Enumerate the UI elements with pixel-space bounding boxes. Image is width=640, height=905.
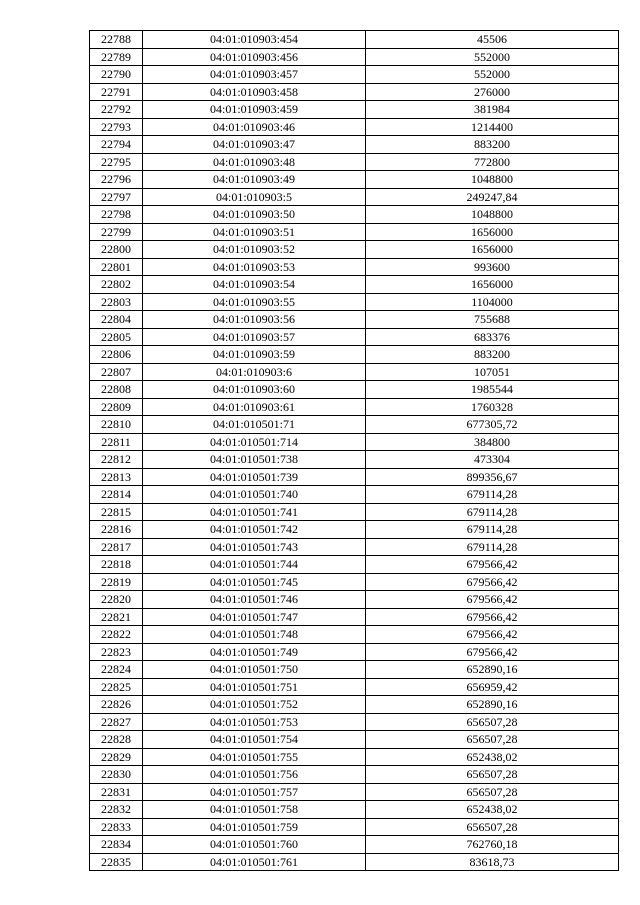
cadastral-number-cell: 04:01:010501:714: [143, 433, 366, 451]
cadastral-number-cell: 04:01:010903:47: [143, 136, 366, 154]
cadastral-value-cell: 1656000: [366, 241, 619, 259]
row-number-cell: 22825: [90, 678, 143, 696]
cadastral-value-cell: 83618,73: [366, 853, 619, 871]
table-row: [90, 153, 619, 171]
cadastral-number-cell: 04:01:010903:55: [143, 293, 366, 311]
cadastral-number-cell: 04:01:010501:743: [143, 538, 366, 556]
cadastral-value-cell: 679114,28: [366, 486, 619, 504]
table-row: [90, 538, 619, 556]
row-number-cell: 22832: [90, 801, 143, 819]
cadastral-value-cell: 677305,72: [366, 416, 619, 434]
table-row: [90, 171, 619, 189]
cadastral-number-cell: 04:01:010501:755: [143, 748, 366, 766]
row-number-cell: 22806: [90, 346, 143, 364]
table-row: [90, 188, 619, 206]
cadastral-number-cell: 04:01:010903:57: [143, 328, 366, 346]
row-number-cell: 22833: [90, 818, 143, 836]
table-row: [90, 678, 619, 696]
cadastral-value-cell: 1656000: [366, 276, 619, 294]
cadastral-value-cell: 883200: [366, 346, 619, 364]
cadastral-number-cell: 04:01:010903:61: [143, 398, 366, 416]
cadastral-number-cell: 04:01:010903:456: [143, 48, 366, 66]
row-number-cell: 22803: [90, 293, 143, 311]
cadastral-number-cell: 04:01:010903:50: [143, 206, 366, 224]
row-number-cell: 22796: [90, 171, 143, 189]
row-number-cell: 22793: [90, 118, 143, 136]
cadastral-number-cell: 04:01:010501:71: [143, 416, 366, 434]
cadastral-number-cell: 04:01:010903:52: [143, 241, 366, 259]
row-number-cell: 22814: [90, 486, 143, 504]
row-number-cell: 22791: [90, 83, 143, 101]
table-row: [90, 136, 619, 154]
table-row: [90, 346, 619, 364]
cadastral-value-cell: 107051: [366, 363, 619, 381]
table-row: [90, 573, 619, 591]
cadastral-value-cell: 679566,42: [366, 556, 619, 574]
cadastral-number-cell: 04:01:010903:458: [143, 83, 366, 101]
row-number-cell: 22823: [90, 643, 143, 661]
row-number-cell: 22830: [90, 766, 143, 784]
cadastral-value-cell: 1985544: [366, 381, 619, 399]
table-row: [90, 818, 619, 836]
cadastral-value-cell: 656507,28: [366, 731, 619, 749]
cadastral-number-cell: 04:01:010903:59: [143, 346, 366, 364]
table-row: [90, 713, 619, 731]
row-number-cell: 22799: [90, 223, 143, 241]
cadastral-value-cell: 656507,28: [366, 783, 619, 801]
table-row: [90, 451, 619, 469]
cadastral-value-cell: 755688: [366, 311, 619, 329]
table-row: [90, 801, 619, 819]
cadastral-number-cell: 04:01:010903:48: [143, 153, 366, 171]
row-number-cell: 22809: [90, 398, 143, 416]
cadastral-value-cell: 679114,28: [366, 521, 619, 539]
row-number-cell: 22827: [90, 713, 143, 731]
table-row: [90, 48, 619, 66]
cadastral-number-cell: 04:01:010501:751: [143, 678, 366, 696]
cadastral-value-cell: 384800: [366, 433, 619, 451]
cadastral-value-cell: 679566,42: [366, 591, 619, 609]
cadastral-number-cell: 04:01:010501:756: [143, 766, 366, 784]
cadastral-number-cell: 04:01:010903:457: [143, 66, 366, 84]
cadastral-number-cell: 04:01:010501:758: [143, 801, 366, 819]
row-number-cell: 22810: [90, 416, 143, 434]
row-number-cell: 22831: [90, 783, 143, 801]
cadastral-number-cell: 04:01:010501:748: [143, 626, 366, 644]
cadastral-number-cell: 04:01:010501:738: [143, 451, 366, 469]
table-row: [90, 241, 619, 259]
cadastral-number-cell: 04:01:010903:56: [143, 311, 366, 329]
cadastral-number-cell: 04:01:010903:454: [143, 31, 366, 49]
row-number-cell: 22821: [90, 608, 143, 626]
cadastral-value-cell: 899356,67: [366, 468, 619, 486]
table-row: [90, 731, 619, 749]
table-row: [90, 696, 619, 714]
cadastral-value-cell: 249247,84: [366, 188, 619, 206]
cadastral-value-cell: 679114,28: [366, 538, 619, 556]
row-number-cell: 22812: [90, 451, 143, 469]
row-number-cell: 22794: [90, 136, 143, 154]
cadastral-number-cell: 04:01:010501:759: [143, 818, 366, 836]
cadastral-value-cell: 656507,28: [366, 713, 619, 731]
cadastral-value-cell: 652438,02: [366, 748, 619, 766]
cadastral-number-cell: 04:01:010903:5: [143, 188, 366, 206]
table-row: [90, 783, 619, 801]
table-row: [90, 836, 619, 854]
cadastral-value-cell: 1760328: [366, 398, 619, 416]
table-row: [90, 416, 619, 434]
table-row: [90, 853, 619, 871]
cadastral-value-cell: 45506: [366, 31, 619, 49]
row-number-cell: 22822: [90, 626, 143, 644]
row-number-cell: 22808: [90, 381, 143, 399]
cadastral-number-cell: 04:01:010903:6: [143, 363, 366, 381]
row-number-cell: 22811: [90, 433, 143, 451]
row-number-cell: 22815: [90, 503, 143, 521]
cadastral-value-cell: 883200: [366, 136, 619, 154]
table-body: [90, 31, 619, 871]
row-number-cell: 22798: [90, 206, 143, 224]
cadastral-number-cell: 04:01:010501:753: [143, 713, 366, 731]
table-row: [90, 31, 619, 49]
row-number-cell: 22813: [90, 468, 143, 486]
table-row: [90, 206, 619, 224]
cadastral-number-cell: 04:01:010501:742: [143, 521, 366, 539]
cadastral-value-cell: 652890,16: [366, 696, 619, 714]
row-number-cell: 22795: [90, 153, 143, 171]
row-number-cell: 22801: [90, 258, 143, 276]
table-row: [90, 118, 619, 136]
table-row: [90, 258, 619, 276]
cadastral-number-cell: 04:01:010501:745: [143, 573, 366, 591]
table-row: [90, 66, 619, 84]
row-number-cell: 22818: [90, 556, 143, 574]
row-number-cell: 22826: [90, 696, 143, 714]
cadastral-number-cell: 04:01:010501:740: [143, 486, 366, 504]
cadastral-value-cell: 772800: [366, 153, 619, 171]
cadastral-number-cell: 04:01:010501:749: [143, 643, 366, 661]
cadastral-number-cell: 04:01:010501:746: [143, 591, 366, 609]
table-row: [90, 328, 619, 346]
cadastral-value-cell: 656507,28: [366, 766, 619, 784]
cadastral-number-cell: 04:01:010903:49: [143, 171, 366, 189]
cadastral-value-cell: 679566,42: [366, 626, 619, 644]
cadastral-value-cell: 1104000: [366, 293, 619, 311]
table-row: [90, 591, 619, 609]
row-number-cell: 22802: [90, 276, 143, 294]
cadastral-value-cell: 1214400: [366, 118, 619, 136]
row-number-cell: 22805: [90, 328, 143, 346]
cadastral-value-cell: 656959,42: [366, 678, 619, 696]
row-number-cell: 22817: [90, 538, 143, 556]
cadastral-value-cell: 552000: [366, 48, 619, 66]
table-row: [90, 101, 619, 119]
cadastral-number-cell: 04:01:010501:757: [143, 783, 366, 801]
cadastral-number-cell: 04:01:010903:60: [143, 381, 366, 399]
cadastral-number-cell: 04:01:010501:760: [143, 836, 366, 854]
row-number-cell: 22789: [90, 48, 143, 66]
cadastral-value-cell: 993600: [366, 258, 619, 276]
cadastral-value-cell: 276000: [366, 83, 619, 101]
cadastral-value-cell: 656507,28: [366, 818, 619, 836]
row-number-cell: 22788: [90, 31, 143, 49]
cadastral-number-cell: 04:01:010501:741: [143, 503, 366, 521]
row-number-cell: 22800: [90, 241, 143, 259]
cadastral-value-cell: 679566,42: [366, 643, 619, 661]
cadastral-value-cell: 1656000: [366, 223, 619, 241]
row-number-cell: 22835: [90, 853, 143, 871]
table-row: [90, 608, 619, 626]
row-number-cell: 22792: [90, 101, 143, 119]
row-number-cell: 22824: [90, 661, 143, 679]
cadastral-value-cell: 762760,18: [366, 836, 619, 854]
row-number-cell: 22829: [90, 748, 143, 766]
cadastral-value-cell: 381984: [366, 101, 619, 119]
table-row: [90, 276, 619, 294]
cadastral-value-table: [89, 30, 619, 871]
cadastral-value-cell: 1048800: [366, 171, 619, 189]
cadastral-number-cell: 04:01:010501:747: [143, 608, 366, 626]
cadastral-value-cell: 679114,28: [366, 503, 619, 521]
table-row: [90, 468, 619, 486]
table-row: [90, 748, 619, 766]
row-number-cell: 22819: [90, 573, 143, 591]
table-row: [90, 626, 619, 644]
row-number-cell: 22797: [90, 188, 143, 206]
cadastral-value-cell: 652438,02: [366, 801, 619, 819]
cadastral-value-cell: 552000: [366, 66, 619, 84]
cadastral-value-cell: 473304: [366, 451, 619, 469]
table-row: [90, 433, 619, 451]
row-number-cell: 22807: [90, 363, 143, 381]
cadastral-number-cell: 04:01:010501:739: [143, 468, 366, 486]
table-row: [90, 643, 619, 661]
row-number-cell: 22828: [90, 731, 143, 749]
cadastral-value-cell: 652890,16: [366, 661, 619, 679]
table-row: [90, 486, 619, 504]
cadastral-value-cell: 683376: [366, 328, 619, 346]
table-row: [90, 556, 619, 574]
table-row: [90, 83, 619, 101]
cadastral-value-cell: 679566,42: [366, 573, 619, 591]
table-row: [90, 521, 619, 539]
cadastral-number-cell: 04:01:010501:744: [143, 556, 366, 574]
table-row: [90, 398, 619, 416]
table-row: [90, 661, 619, 679]
cadastral-number-cell: 04:01:010903:46: [143, 118, 366, 136]
table-row: [90, 311, 619, 329]
table-row: [90, 503, 619, 521]
cadastral-number-cell: 04:01:010501:750: [143, 661, 366, 679]
table-row: [90, 293, 619, 311]
row-number-cell: 22834: [90, 836, 143, 854]
cadastral-number-cell: 04:01:010501:754: [143, 731, 366, 749]
row-number-cell: 22790: [90, 66, 143, 84]
cadastral-number-cell: 04:01:010903:51: [143, 223, 366, 241]
row-number-cell: 22820: [90, 591, 143, 609]
cadastral-number-cell: 04:01:010903:459: [143, 101, 366, 119]
cadastral-number-cell: 04:01:010501:761: [143, 853, 366, 871]
row-number-cell: 22804: [90, 311, 143, 329]
row-number-cell: 22816: [90, 521, 143, 539]
table-row: [90, 766, 619, 784]
cadastral-number-cell: 04:01:010903:53: [143, 258, 366, 276]
table-row: [90, 223, 619, 241]
cadastral-value-cell: 679566,42: [366, 608, 619, 626]
cadastral-number-cell: 04:01:010501:752: [143, 696, 366, 714]
table-row: [90, 363, 619, 381]
table-row: [90, 381, 619, 399]
cadastral-value-cell: 1048800: [366, 206, 619, 224]
cadastral-number-cell: 04:01:010903:54: [143, 276, 366, 294]
